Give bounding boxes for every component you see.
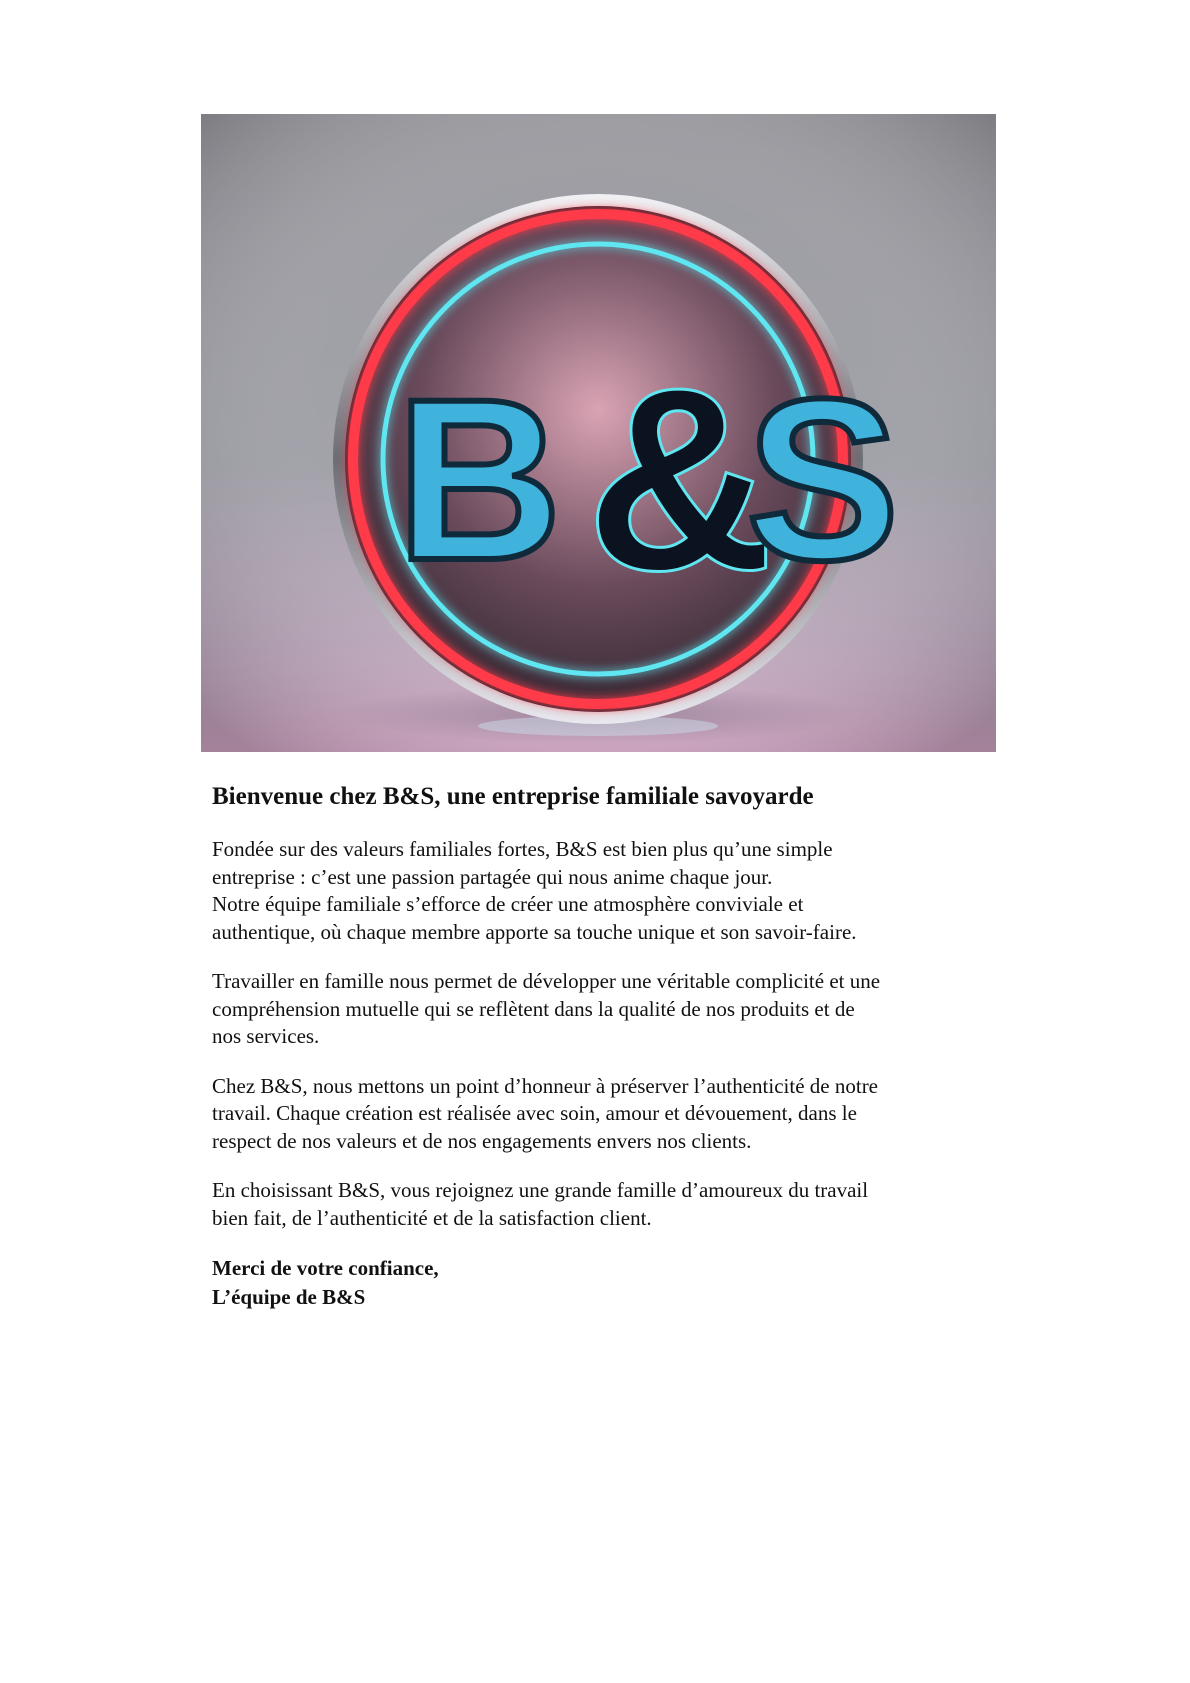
text-line: nos services. xyxy=(212,1024,320,1048)
paragraph-closing xyxy=(212,1177,992,1232)
paragraph-intro xyxy=(212,836,992,946)
text-line: Notre équipe familiale s’efforce de créer une atmosphère conviviale et xyxy=(212,892,804,916)
signature-team: L’équipe de B&S xyxy=(212,1285,366,1309)
text-line: compréhension mutuelle qui se reflètent dans la qualité de nos produits et de xyxy=(212,996,855,1021)
svg-text:B: B xyxy=(396,351,563,608)
svg-text:S: S xyxy=(746,351,900,608)
text-line: bien fait, de l’authenticité et de la satisfaction client. xyxy=(212,1205,652,1230)
paragraph-family xyxy=(212,968,992,1051)
text-line: entreprise : c’est une passion partagée qui nous anime chaque jour. xyxy=(212,864,773,889)
signature-thanks: Merci de votre confiance, xyxy=(212,1256,439,1280)
page-title: Bienvenue chez B&S, une entreprise familiale savoyarde xyxy=(212,783,814,810)
text-line: respect de nos valeurs et de nos engagements envers nos clients. xyxy=(212,1128,752,1153)
paragraph-authenticity xyxy=(212,1073,992,1156)
text-line: authentique, où chaque membre apporte sa touche unique et son savoir-faire. xyxy=(212,919,857,944)
text-line: En choisissant B&S, vous rejoignez une grande famille d’amoureux du travail xyxy=(212,1178,869,1202)
signature xyxy=(212,1254,992,1312)
text-line: travail. Chaque création est réalisée avec soin, amour et dévouement, dans le xyxy=(212,1101,857,1125)
svg-text:&: & xyxy=(586,335,774,625)
text-line: Chez B&S, nous mettons un point d’honneur à préserver l’authenticité de notre xyxy=(212,1073,879,1098)
letter-body xyxy=(212,780,992,1312)
text-line: Travailler en famille nous permet de développer une véritable complicité et une xyxy=(212,969,881,993)
logo-image xyxy=(201,114,996,752)
text-line: Fondée sur des valeurs familiales fortes, B&S est bien plus qu’une simple xyxy=(212,837,833,861)
